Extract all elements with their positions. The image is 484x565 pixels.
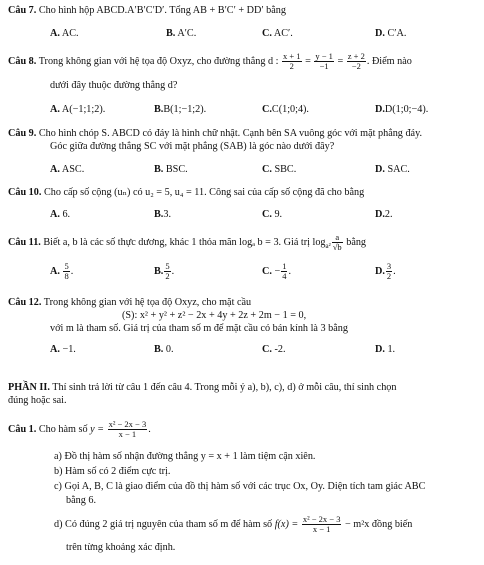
option-d: D.2. <box>375 209 393 220</box>
option-d: D.D(1;0;−4). <box>375 104 429 115</box>
option-d: D. C′A. <box>375 28 407 39</box>
option-b: B.3. <box>154 209 171 220</box>
statement-d: d) Có đúng 2 giá trị nguyên của tham số m để hàm số f(x) = $\frac{\text{x² − 2x − 3}}{x - 1}$ − m²x đồng biến <box>54 514 413 534</box>
question-9 <box>8 128 478 141</box>
part-2-question-1: Câu 1. Cho hàm số y = $\frac{\text{x² − 2x − 3}}{x - 1}$ . <box>8 419 151 439</box>
part-2-instructions: PHẦN II. Thí sinh trả lời từ câu 1 đến câu 4. Trong mỗi ý a), b), c), d) ở mỗi câu, thí sinh chọn <box>8 382 397 393</box>
option-c: C.C(1;0;4). <box>262 104 309 115</box>
question-number: Câu 11. <box>8 236 41 248</box>
question-stem-cont: với m là tham số. Giá trị của tham số m để mặt cầu có bán kính là 3 bằng <box>50 323 348 334</box>
option-a: A. −1. <box>50 344 76 355</box>
sphere-equation: (S): x² + y² + z² − 2x + 4y + 2z + 2m − 1 = 0, <box>122 310 307 321</box>
question-stem: Cho cấp số cộng (uₙ) có u₂ = 5, u₄ = 11. Công sai của cấp số cộng đã cho bằng <box>43 187 365 198</box>
question-stem-cont: Góc giữa đường thẳng SC với mặt phẳng (SAB) là góc nào dưới đây? <box>50 141 335 152</box>
option-a: A. $\frac{5}{8}$ . <box>50 261 74 281</box>
question-stem: Biết a, b là các số thực dương, khác 1 thỏa mãn logₐ b = 3. Giá trị log <box>43 236 326 248</box>
question-number: Câu 9. <box>8 128 37 139</box>
part-2-instructions-cont: đúng hoặc sai. <box>8 395 67 406</box>
option-c: C. 9. <box>262 209 283 220</box>
question-7 <box>8 5 478 18</box>
question-number: Câu 12. <box>8 297 42 308</box>
option-c: C. AC′. <box>262 28 293 39</box>
option-b: B. 0. <box>154 344 174 355</box>
question-stem: Cho hình hộp ABCD.A′B′C′D′. Tổng AB + B′C′ + DD′ bằng <box>38 5 286 16</box>
fraction: $\frac{\text{x² − 2x − 3}}{x - 1}$ <box>108 419 147 439</box>
option-a: A. AC. <box>50 28 79 39</box>
fraction: $\frac{\text{x² − 2x − 3}}{x - 1}$ <box>302 514 341 534</box>
log-base: a² <box>325 241 331 250</box>
option-b: B. A′C. <box>166 28 197 39</box>
question-11: Câu 11. Biết a, b là các số thực dương, khác 1 thỏa mãn logₐ b = 3. Giá trị $\log_{a^2}$ $\frac{a}{√b}$ bằng <box>8 232 367 252</box>
question-12 <box>8 297 478 310</box>
option-c: C. SBC. <box>262 164 297 175</box>
option-d: D. SAC. <box>375 164 410 175</box>
question-8: Câu 8. Trong không gian với hệ tọa độ Oxyz, cho đường thẳng d : $\frac{x + 1}{2}$ = $\frac{y - 1}{-1}$ = $\frac{z + 2}{-2}$ . Điểm nào <box>8 51 412 71</box>
question-number: Câu 7. <box>8 5 37 16</box>
option-b: B.B(1;−1;2). <box>154 104 207 115</box>
question-number: Câu 10. <box>8 187 42 198</box>
option-b: B. $\frac{5}{2}$ . <box>154 261 175 281</box>
option-c: C. − $\frac{1}{4}$ . <box>262 261 291 281</box>
statement-d-cont: trên từng khoảng xác định. <box>66 542 176 553</box>
fraction: $\frac{y - 1}{-1}$ <box>315 51 333 71</box>
question-number: Câu 1. <box>8 423 37 435</box>
statement-a: a) Đồ thị hàm số nhận đường thẳng y = x + 1 làm tiệm cận xiên. <box>54 451 316 462</box>
fraction: $\frac{x + 1}{2}$ <box>282 51 301 71</box>
question-stem: Trong không gian với hệ tọa độ Oxyz, cho đường thẳng d : <box>38 55 279 67</box>
question-stem: Trong không gian với hệ tọa độ Oxyz, cho mặt cầu <box>43 297 252 308</box>
question-10 <box>8 187 478 200</box>
option-b: B. BSC. <box>154 164 188 175</box>
question-number: Câu 8. <box>8 55 37 67</box>
part-heading: PHẦN II. <box>8 382 50 393</box>
option-a: A. 6. <box>50 209 71 220</box>
option-a: A. A(−1;1;2). <box>50 104 106 115</box>
option-c: C. -2. <box>262 344 286 355</box>
fraction: $\frac{z + 2}{-2}$ <box>347 51 365 71</box>
question-stem: Cho hình chóp S. ABCD có đáy là hình chữ nhật. Cạnh bên SA vuông góc với mặt phẳng đáy. <box>38 128 423 139</box>
statement-b: b) Hàm số có 2 điểm cực trị. <box>54 466 171 477</box>
fraction: $\frac{a}{√b}$ <box>332 232 342 252</box>
option-d: D. 1. <box>375 344 396 355</box>
option-d: D. $\frac{3}{2}$ . <box>375 261 396 281</box>
statement-c-cont: bằng 6. <box>66 495 96 506</box>
question-stem-cont: dưới đây thuộc đường thẳng d? <box>50 80 178 91</box>
statement-c: c) Gọi A, B, C là giao điểm của đồ thị hàm số với các trục Ox, Oy. Diện tích tam giác ABC <box>54 481 426 492</box>
option-a: A. ASC. <box>50 164 85 175</box>
